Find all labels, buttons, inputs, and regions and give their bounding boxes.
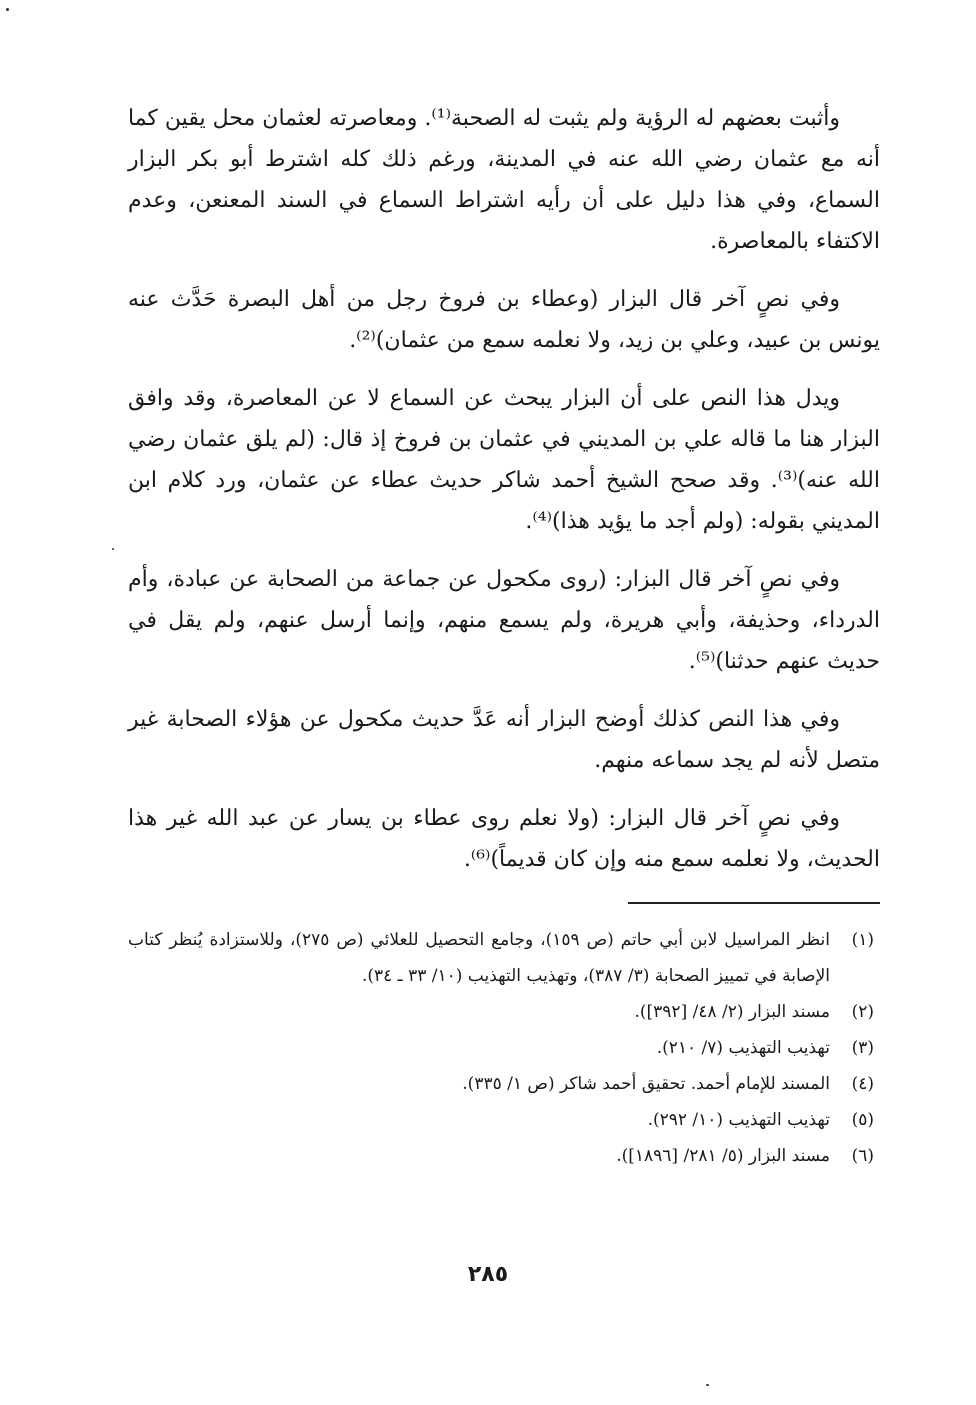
footnote-number: (٦) xyxy=(851,1146,874,1166)
footnote-item xyxy=(128,1138,880,1174)
footnote-text: انظر المراسيل لابن أبي حاتم (ص ١٥٩)، وجامع التحصيل للعلائي (ص ٢٧٥)، وللاستزادة يُنظر كتاب الإصابة في تمييز الصحابة (٣/ ٣٨٧)، وتهذيب التهذيب (١٠/ ٣٣ ـ ٣٤). xyxy=(128,930,830,986)
page-number: ٢٨٥ xyxy=(467,1262,509,1287)
page-content xyxy=(128,98,880,1174)
scan-speck xyxy=(112,548,114,550)
footnote-text: مسند البزار (٥/ ٢٨١/ [١٨٩٦]). xyxy=(616,1146,830,1166)
paragraph: ويدل هذا النص على أن البزار يبحث عن السماع لا عن المعاصرة، وقد وافق البزار هنا ما قاله علي بن المديني في عثمان بن فروخ إذ قال: (لم يلق عثمان رضي الله عنه)⁽³⁾. وقد صحح الشيخ أحمد شاكر حديث عطاء عن عثمان، ورد كلام ابن المديني بقوله: (ولم أجد ما يؤيد هذا)⁽⁴⁾. xyxy=(128,386,880,534)
footnote-number: (٢) xyxy=(851,1002,874,1022)
scan-speck xyxy=(706,1384,709,1386)
scan-speck xyxy=(6,8,9,11)
footnote-item xyxy=(128,994,880,1030)
footnote-number: (٤) xyxy=(851,1074,874,1094)
footnote-item xyxy=(128,922,880,994)
footnotes xyxy=(128,922,880,1174)
footnote-text: المسند للإمام أحمد. تحقيق أحمد شاكر (ص ١/ ٣٣٥). xyxy=(462,1074,830,1094)
footnote-divider xyxy=(628,902,880,904)
footnote-text: تهذيب التهذيب (٧/ ٢١٠). xyxy=(656,1038,830,1058)
paragraph: وفي نصٍ آخر قال البزار: (روى مكحول عن جماعة من الصحابة عن عبادة، وأم الدرداء، وحذيفة، وأبي هريرة، ولم يسمع منهم، وإنما أرسل عنهم، ولم يقل في حديث عنهم حدثنا)⁽⁵⁾. xyxy=(128,567,880,674)
footnote-number: (٥) xyxy=(851,1110,874,1130)
footnote-number: (٣) xyxy=(851,1038,874,1058)
footnote-text: تهذيب التهذيب (١٠/ ٢٩٢). xyxy=(647,1110,830,1130)
footnote-number: (١) xyxy=(851,930,874,950)
body-text xyxy=(128,98,880,880)
paragraph: وفي نصٍ آخر قال البزار (وعطاء بن فروخ رجل من أهل البصرة حَدَّث عنه يونس بن عبيد، وعلي بن زيد، ولا نعلمه سمع من عثمان)⁽²⁾. xyxy=(128,287,880,353)
paragraph: وفي هذا النص كذلك أوضح البزار أنه عَدَّ حديث مكحول عن هؤلاء الصحابة غير متصل لأنه لم يجد سماعه منهم. xyxy=(128,707,880,773)
footnote-item xyxy=(128,1030,880,1066)
footnote-text: مسند البزار (٢/ ٤٨/ [٣٩٢]). xyxy=(634,1002,830,1022)
footnote-item xyxy=(128,1102,880,1138)
paragraph: وأثبت بعضهم له الرؤية ولم يثبت له الصحبة⁽¹⁾. ومعاصرته لعثمان محل يقين كما أنه مع عثمان رضي الله عنه في المدينة، ورغم ذلك كله اشترط أبو بكر البزار السماع، وفي هذا دليل على أن رأيه اشتراط السماع في السند المعنعن، وعدم الاكتفاء بالمعاصرة. xyxy=(128,106,880,254)
footnote-item xyxy=(128,1066,880,1102)
paragraph: وفي نصٍ آخر قال البزار: (ولا نعلم روى عطاء بن يسار عن عبد الله غير هذا الحديث، ولا نعلمه سمع منه وإن كان قديماً)⁽⁶⁾. xyxy=(128,806,880,872)
